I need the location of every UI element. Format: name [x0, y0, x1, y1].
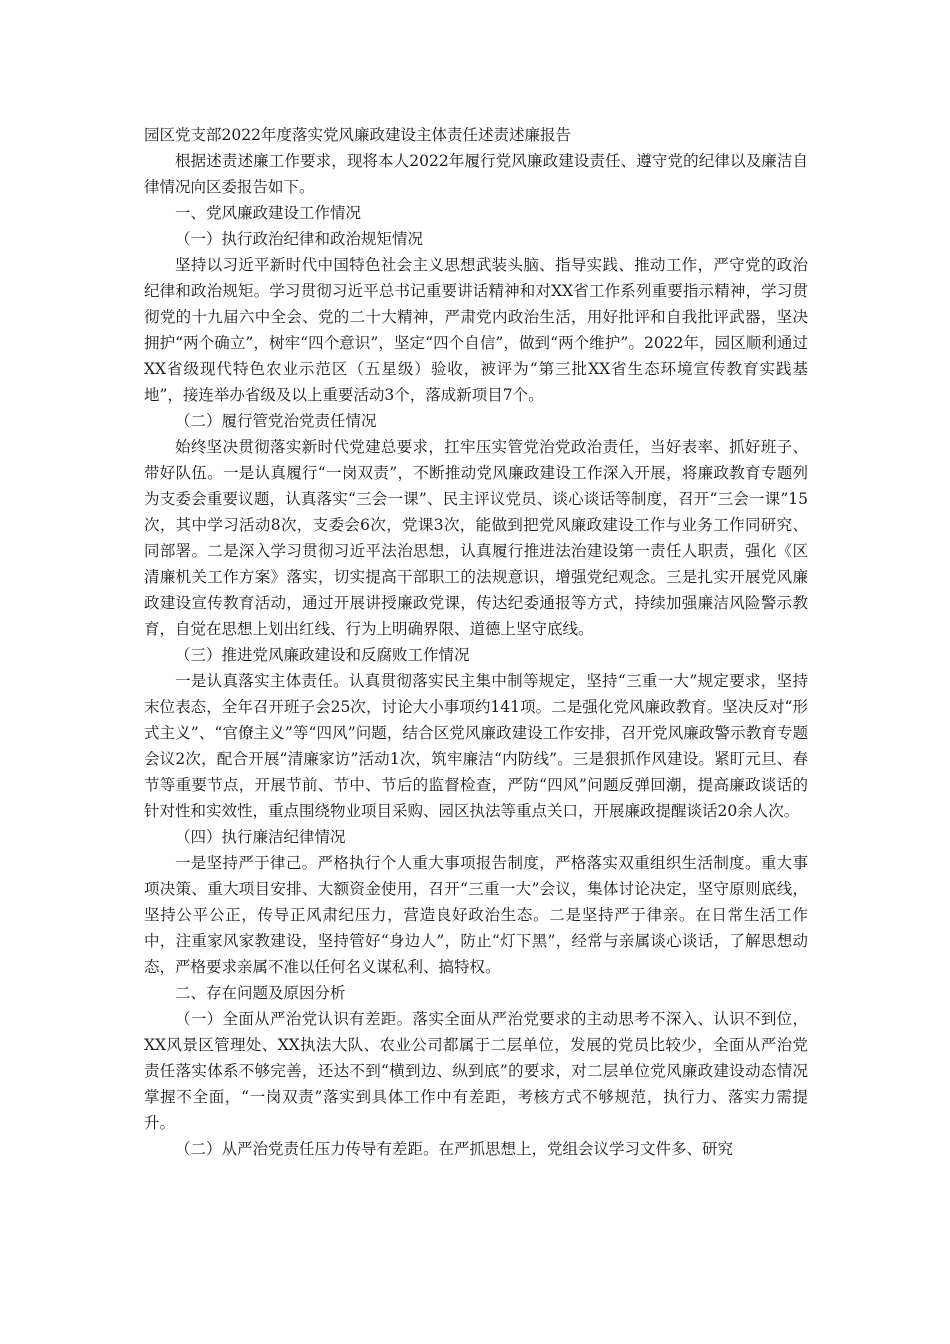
body-paragraph: 始终坚决贯彻落实新时代党建总要求，扛牢压实管党治党政治责任，当好表率、抓好班子、带好队伍。一是认真履行“一岗双责”，不断推动党风廉政建设工作深入开展，将廉政教育专题列为支委会重要议题，认真落实“三会一课”、民主评议党员、谈心谈话等制度，召开“三会一课”15次，其中学习活动8次，支委会6次，党课3次，能做到把党风廉政建设工作与业务工作同研究、同部署。二是深入学习贯彻习近平法治思想，认真履行推进法治建设第一责任人职责，强化《区清廉机关工作方案》落实，切实提高干部职工的法规意识，增强党纪观念。三是扎实开展党风廉政建设宣传教育活动，通过开展讲授廉政党课，传达纪委通报等方式，持续加强廉洁风险警示教育，自觉在思想上划出红线、行为上明确界限、道德上坚守底线。 — [144, 438, 808, 638]
document-page — [144, 122, 808, 1162]
section-heading-1: 一、党风廉政建设工作情况 — [175, 204, 362, 222]
body-paragraph: （二）从严治党责任压力传导有差距。在严抓思想上，党组会议学习文件多、研究 — [175, 1140, 734, 1158]
subsection-heading-1-2: （二）履行管党治党责任情况 — [175, 412, 377, 430]
document-title: 园区党支部2022年度落实党风廉政建设主体责任述责述廉报告 — [144, 126, 571, 144]
body-paragraph: 一是坚持严于律己。严格执行个人重大事项报告制度，严格落实双重组织生活制度。重大事项决策、重大项目安排、大额资金使用，召开“三重一大”会议，集体讨论决定，坚守原则底线，坚持公平公正，传导正风肃纪压力，营造良好政治生态。二是坚持严于律亲。在日常生活工作中，注重家风家教建设，坚持管好“身边人”，防止“灯下黑”，经常与亲属谈心谈话，了解思想动态，严格要求亲属不准以任何名义谋私利、搞特权。 — [144, 854, 808, 976]
body-paragraph: 坚持以习近平新时代中国特色社会主义思想武装头脑、指导实践、推动工作，严守党的政治纪律和政治规矩。学习贯彻习近平总书记重要讲话精神和对XX省工作系列重要指示精神，学习贯彻党的十九届六中全会、党的二十大精神，严肃党内政治生活，用好批评和自我批评武器，坚决拥护“两个确立”，树牢“四个意识”，坚定“四个自信”，做到“两个维护”。2022年，园区顺利通过XX省级现代特色农业示范区（五星级）验收，被评为“第三批XX省生态环境宣传教育实践基地”，接连举办省级及以上重要活动3个，落成新项目7个。 — [144, 256, 808, 404]
intro-paragraph: 根据述责述廉工作要求，现将本人2022年履行党风廉政建设责任、遵守党的纪律以及廉洁自律情况向区委报告如下。 — [144, 152, 808, 196]
section-heading-2: 二、存在问题及原因分析 — [175, 984, 346, 1002]
subsection-heading-1-3: （三）推进党风廉政建设和反腐败工作情况 — [175, 646, 470, 664]
body-paragraph: 一是认真落实主体责任。认真贯彻落实民主集中制等规定，坚持“三重一大”规定要求，坚持末位表态，全年召开班子会25次，讨论大小事项约141项。二是强化党风廉政教育。坚决反对“形式主义”、“官僚主义”等“四风”问题，结合区党风廉政建设工作安排，召开党风廉政警示教育专题会议2次，配合开展“清廉家访”活动1次，筑牢廉洁“内防线”。三是狠抓作风建设。紧盯元旦、春节等重要节点，开展节前、节中、节后的监督检查，严防“四风”问题反弹回潮，提高廉政谈话的针对性和实效性，重点围绕物业项目采购、园区执法等重点关口，开展廉政提醒谈话20余人次。 — [144, 672, 808, 820]
subsection-heading-1-1: （一）执行政治纪律和政治规矩情况 — [175, 230, 424, 248]
subsection-heading-1-4: （四）执行廉洁纪律情况 — [175, 828, 346, 846]
body-paragraph: （一）全面从严治党认识有差距。落实全面从严治党要求的主动思考不深入、认识不到位，XX风景区管理处、XX执法大队、农业公司都属于二层单位，发展的党员比较少，全面从严治党责任落实体系不够完善，还达不到“横到边、纵到底”的要求，对二层单位党风廉政建设动态情况掌握不全面，“一岗双责”落实到具体工作中有差距，考核方式不够规范，执行力、落实力需提升。 — [144, 1010, 808, 1132]
